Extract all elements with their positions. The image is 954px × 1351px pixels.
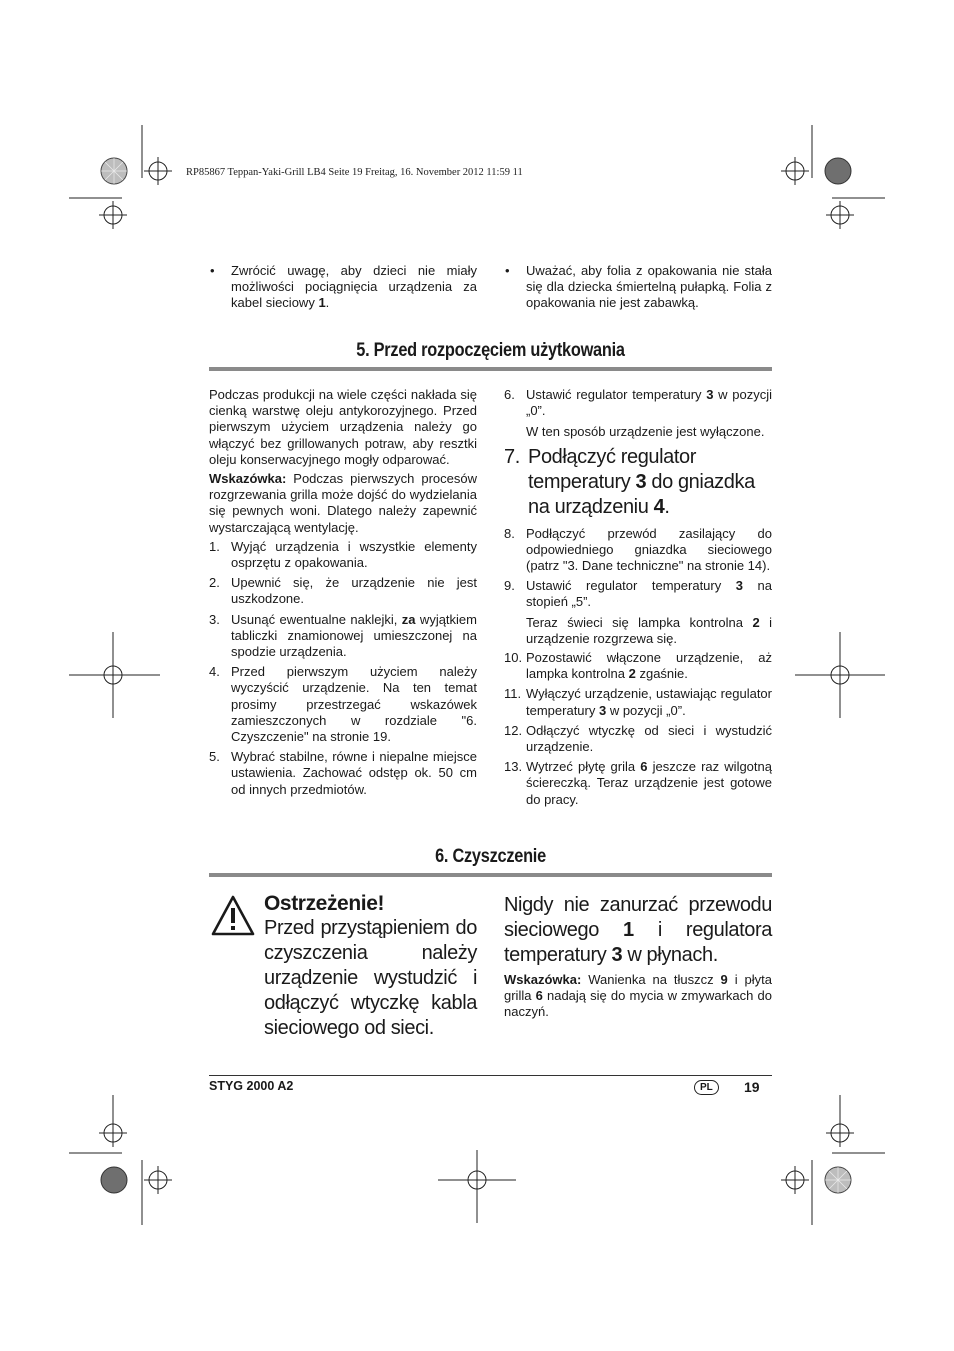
step-number: 13. (504, 759, 523, 775)
top-bullet-left (209, 263, 477, 312)
step-9-note (504, 615, 772, 647)
part-number: 6 (640, 759, 648, 775)
part-number: 9 (720, 972, 728, 987)
step-text: Ustawić regulator temperatury (526, 578, 736, 594)
step-number: 11. (504, 686, 522, 702)
step-text-end: zgaśnie. (635, 666, 688, 682)
intro-paragraph: Podczas produkcji na wiele części nakłada się cienką warstwę oleju antykorozyjnego. Przed pierwszym użyciem urządzenia należy go włączyć bez grillowanych potraw, aby resztki oleju konserwacyjnego mogły odparować. (209, 387, 477, 467)
note-text-mid: i płyta grilla (504, 972, 772, 1004)
part-number: 3 (611, 944, 623, 966)
step-text-end: w pozycji „0”. (526, 387, 772, 419)
note-text: Teraz świeci się lampka kontrolna (526, 614, 753, 630)
step-text: Odłączyć wtyczkę od sieci i wystudzić urządzenie. (526, 722, 772, 755)
part-number: 3 (635, 470, 647, 493)
bullet-marker: • (210, 263, 215, 278)
section-5-rule (209, 367, 772, 371)
print-slug: RP85867 Teppan-Yaki-Grill LB4 Seite 19 Freitag, 16. November 2012 11:59 11 (186, 167, 523, 178)
step-11 (504, 686, 772, 718)
step-text-end: jeszcze raz wilgotną ściereczką. Teraz urządzenie jest gotowe do pracy. (526, 759, 772, 807)
step-4 (209, 664, 477, 745)
step-text: Wyłączyć urządzenie, ustawiając regulator temperatury (526, 686, 772, 718)
step-8 (504, 526, 772, 575)
cleaning-note (504, 972, 772, 1021)
step-13 (504, 759, 772, 808)
step-text: Pozostawić włączone urządzenie, aż lampka kontrolna (526, 650, 772, 682)
warning-triangle-icon (210, 894, 256, 938)
step-text: Wytrzeć płytę grila (526, 759, 641, 775)
warning-text-end: w płynach. (622, 944, 718, 966)
step-text: Ustawić regulator temperatury (526, 387, 707, 402)
step-text-end: w pozycji „0”. (606, 702, 686, 718)
step-9 (504, 578, 772, 610)
top-bullet-right (504, 263, 772, 312)
section-5-left-column (209, 387, 477, 802)
step-number: 3. (209, 611, 220, 627)
note-text: Podczas pierwszych procesów rozgrzewania grilla może dojść do wydzielania się pewnych woni. Dlatego należy zapewnić wystarczającą wentylację. (209, 471, 477, 535)
step-1 (209, 539, 477, 571)
step-5 (209, 749, 477, 798)
warning-block (264, 892, 477, 1041)
step-10 (504, 650, 772, 682)
step-text-end: wyjątkiem tabliczki znamionowej umieszczonej na spodzie urządzenia. (231, 611, 477, 660)
bullet-text: Uważać, aby folia z opakowania nie stała się dla dziecka śmiertelną pułapką. Folia z opakowania nie jest zabawką. (526, 263, 772, 311)
part-number: 2 (628, 666, 636, 682)
bullet-marker: • (505, 263, 510, 278)
step-number: 8. (504, 525, 515, 541)
page-number: 19 (744, 1079, 760, 1095)
step-text: Przed pierwszym użyciem należy wyczyścić urządzenie. Na ten temat prosimy przestrzegać wskazówek zamieszczonych w rozdziale "6. Czyszczenie" na stronie 19. (231, 664, 477, 745)
step-number: 10. (504, 650, 523, 666)
step-number: 12. (504, 722, 523, 738)
step-number: 6. (504, 387, 515, 402)
step-text: Wyjąć urządzenia i wszystkie elementy osprzętu z opakowania. (231, 538, 477, 571)
section-6-right-column (504, 893, 772, 1021)
step-text-mid: do gniazdka na urządzeniu (528, 470, 755, 518)
section-6-rule (209, 873, 772, 877)
step-2 (209, 575, 477, 607)
step-6-note: W ten sposób urządzenie jest wyłączone. (526, 424, 765, 440)
footer-model: STYG 2000 A2 (209, 1079, 294, 1093)
bullet-text-end: . (325, 295, 330, 311)
part-number: 1 (623, 919, 634, 941)
step-text: Podłączyć przewód zasilający do odpowiedniego gniazdka sieciowego (patrz "3. Dane techniczne" na stronie 14). (526, 525, 772, 574)
part-number: 6 (535, 988, 543, 1004)
part-number: 1 (318, 295, 326, 311)
note-text-end: nadają się do mycia w zmywarkach do naczyń. (504, 988, 772, 1020)
step-number: 9. (504, 578, 515, 594)
step-text: Usunąć ewentualne naklejki, (231, 611, 402, 627)
step-3 (209, 612, 477, 661)
warning-text-mid: i regulatora temperatury (504, 919, 772, 966)
part-number: 3 (706, 387, 714, 402)
part-number: 3 (598, 702, 607, 718)
part-number: 3 (735, 578, 743, 594)
step-text-bold: za (401, 611, 416, 627)
step-number: 4. (209, 664, 220, 680)
bullet-text: Zwrócić uwagę, aby dzieci nie miały możliwości pociągnięcia urządzenia za kabel sieciowy (231, 263, 477, 311)
part-number: 2 (752, 614, 760, 630)
note-label: Wskazówka: (209, 471, 287, 487)
step-number: 2. (209, 575, 220, 591)
warning-title: Ostrzeżenie! (264, 892, 385, 915)
step-6 (504, 387, 772, 419)
note-paragraph (209, 471, 477, 536)
immersion-warning (504, 893, 772, 968)
note-text-end: i urządzenie rozgrzewa się. (526, 614, 773, 646)
step-number: 7. (504, 445, 520, 468)
step-number: 5. (209, 749, 220, 765)
step-text: Upewnić się, że urządzenie nie jest uszkodzone. (231, 575, 477, 607)
section-6-title: 6. Czyszczenie (435, 846, 546, 867)
step-text: Podłączyć regulator temperatury (528, 445, 697, 493)
step-12 (504, 723, 772, 755)
step-number: 1. (209, 538, 220, 554)
warning-text: Nigdy nie zanurzać przewodu sieciowego (504, 894, 772, 941)
step-text-end: . (664, 495, 670, 518)
section-5-right-column (504, 387, 772, 812)
step-text: Wybrać stabilne, równe i niepalne miejsce ustawienia. Zachować odstęp ok. 50 cm od innych przedmiotów. (231, 749, 477, 797)
footer-rule (209, 1075, 772, 1076)
step-7 (504, 445, 772, 520)
note-label: Wskazówka: (504, 972, 582, 987)
section-5-title: 5. Przed rozpoczęciem użytkowania (356, 340, 625, 361)
language-badge: PL (694, 1080, 719, 1095)
step-text-end: na stopień „5”. (526, 578, 772, 610)
part-number: 4 (653, 495, 665, 518)
note-text: Wanienka na tłuszcz (581, 972, 721, 987)
warning-text: Przed przystąpieniem do czyszczenia należy urządzenie wystudzić i odłączyć wtyczkę kabla sieciowego od sieci. (264, 917, 477, 1039)
